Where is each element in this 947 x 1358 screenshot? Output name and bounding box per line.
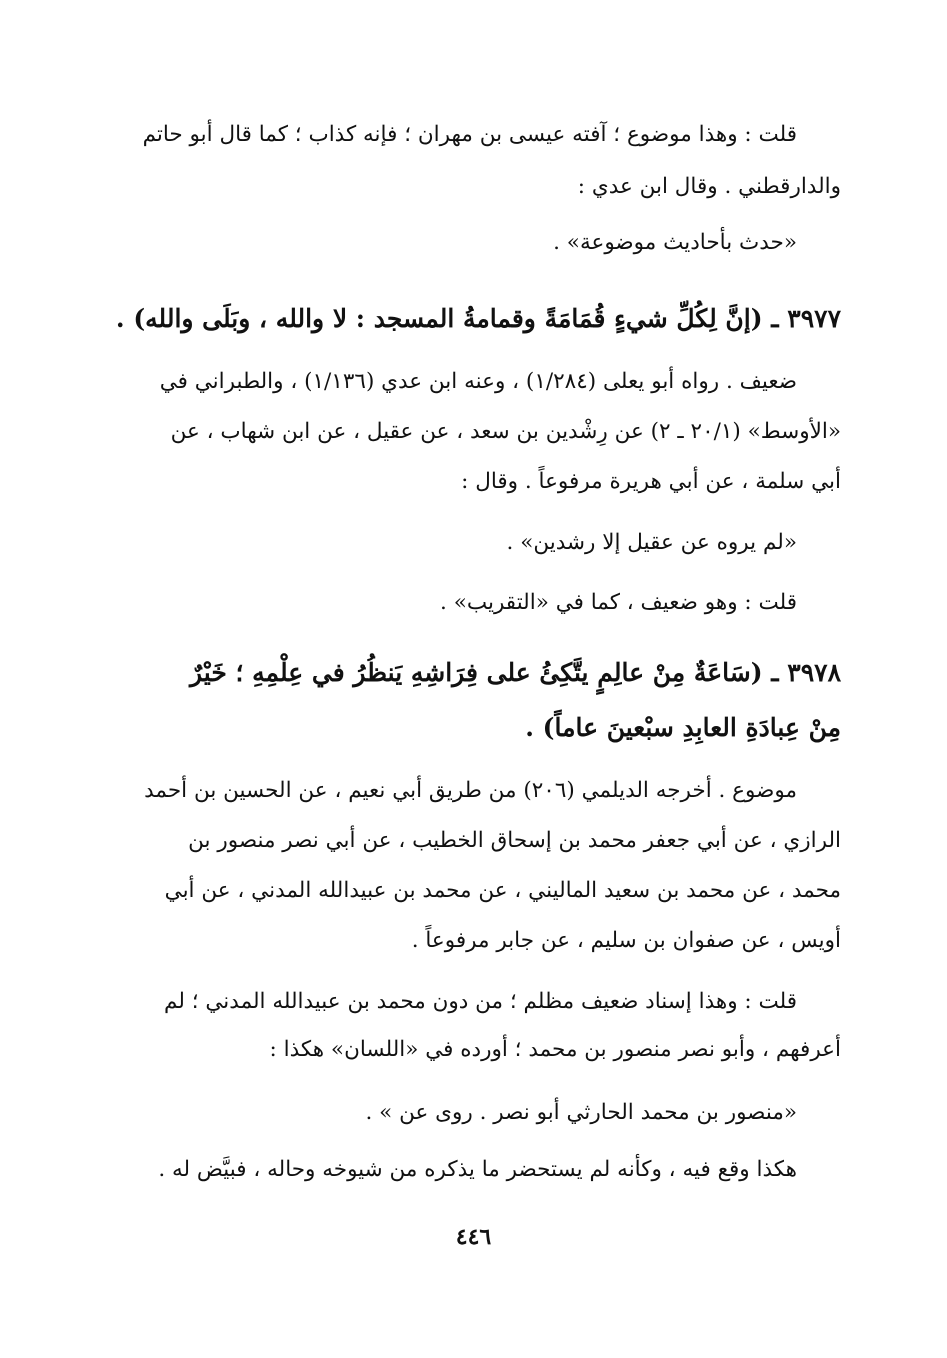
hadith-3978-text: ٣٩٧٨ ـ (سَاعَةٌ مِنْ عالِمٍ يتَّكِئُ على فِرَاشِهِ يَنظُرُ في عِلْمِهِ ؛ خَيْرٌ <box>189 658 841 687</box>
text-line: «الأوسط» (٢٠/١ ـ ٢) عن رِشْدين بن سعد ، عن عقيل ، عن ابن شهاب ، عن <box>170 419 841 444</box>
text-line: موضوع . أخرجه الديلمي (٢٠٦) من طريق أبي نعيم ، عن الحسين بن أحمد <box>144 778 797 803</box>
page-number: ٤٤٦ <box>455 1224 492 1250</box>
text-line: «لم يروه عن عقيل إلا رشدين» . <box>506 530 797 555</box>
text-line: قلت : وهذا إسناد ضعيف مظلم ؛ من دون محمد بن عبيدالله المدني ؛ لم <box>164 989 797 1014</box>
text-line: قلت : وهذا موضوع ؛ آفته عيسى بن مهران ؛ فإنه كذاب ؛ كما قال أبو حاتم <box>142 122 797 147</box>
hadith-3978-text: مِنْ عِبادَةِ العابِدِ سبْعينَ عاماً) . <box>525 713 841 742</box>
text-line: والدارقطني . وقال ابن عدي : <box>577 174 841 199</box>
text-line: أبي سلمة ، عن أبي هريرة مرفوعاً . وقال : <box>461 469 841 494</box>
text-line: هكذا وقع فيه ، وكأنه لم يستحضر ما يذكره من شيوخه وحاله ، فبيَّض له . <box>158 1157 797 1182</box>
text-line: «منصور بن محمد الحارثي أبو نصر . روى عن » . <box>365 1100 797 1125</box>
text-line: قلت : وهو ضعيف ، كما في «التقريب» . <box>440 590 797 615</box>
hadith-3977-text: ٣٩٧٧ ـ (إنَّ لِكُلِّ شيءٍ قُمَامَةً وقمامةُ المسجد : لا والله ، وبَلَى والله) . <box>115 304 841 333</box>
text-line: أعرفهم ، وأبو نصر منصور بن محمد ؛ أورده في «اللسان» هكذا : <box>269 1037 841 1062</box>
text-line: «حدث بأحاديث موضوعة» . <box>553 230 797 255</box>
text-line: أويس ، عن صفوان بن سليم ، عن جابر مرفوعاً . <box>411 928 841 953</box>
text-line: الرازي ، عن أبي جعفر محمد بن إسحاق الخطيب ، عن أبي نصر منصور بن <box>188 828 841 853</box>
text-line: محمد ، عن محمد بن سعيد الماليني ، عن محمد بن عبيدالله المدني ، عن أبي <box>164 878 841 903</box>
text-line: ضعيف . رواه أبو يعلى (١/٢٨٤) ، وعنه ابن عدي (١/١٣٦) ، والطبراني في <box>159 369 797 394</box>
